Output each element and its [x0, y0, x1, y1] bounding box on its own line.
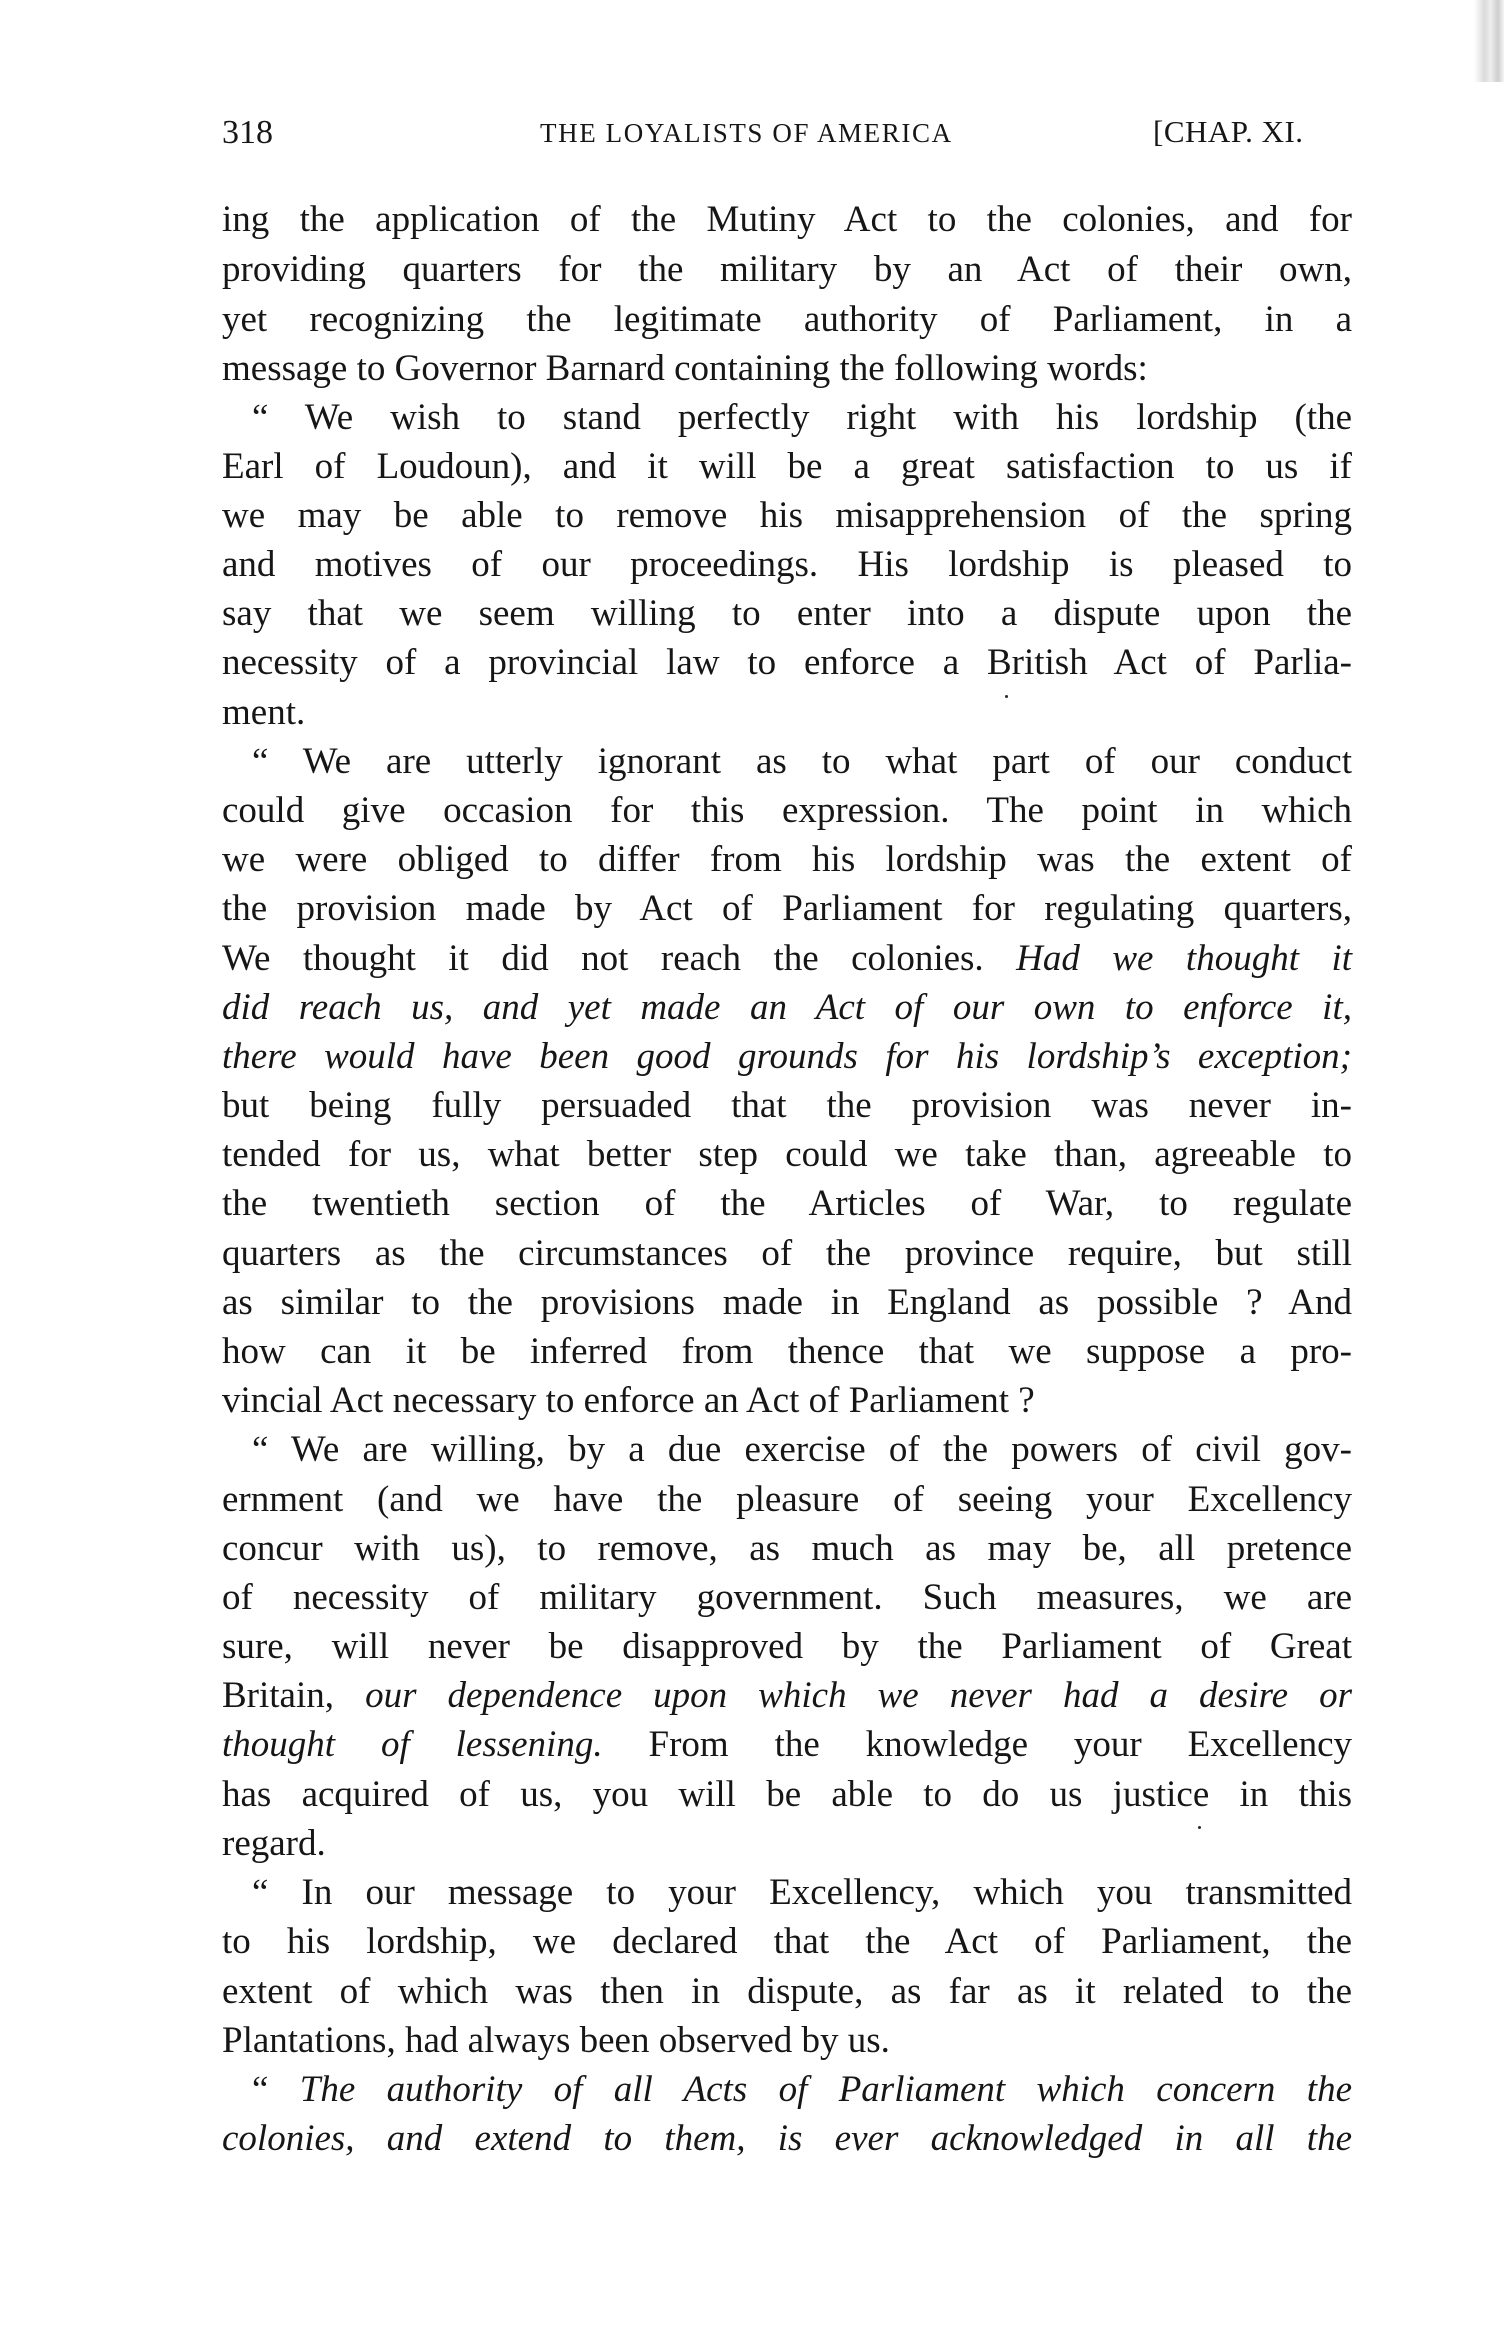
text-segment: concur with us), to remove, as much as may be, all pretence — [222, 1528, 1352, 1569]
text-line — [222, 1721, 1352, 1769]
text-segment: Earl of Loudoun), and it will be a great satisfaction to us if — [222, 446, 1352, 487]
text-line — [222, 1180, 1352, 1228]
text-segment: necessity of a provincial law to enforce a British Act of Parlia- — [222, 642, 1352, 683]
text-segment: as similar to the provisions made in England as possible ? And — [222, 1282, 1352, 1323]
ink-speck — [1198, 1826, 1201, 1829]
text-line — [222, 296, 1352, 344]
text-line — [222, 492, 1352, 540]
text-segment: how can it be inferred from thence that we suppose a pro- — [222, 1331, 1352, 1372]
text-line — [222, 1623, 1352, 1671]
text-segment: we may be able to remove his misapprehension of the spring — [222, 495, 1352, 536]
text-segment: and motives of our proceedings. His lordship is pleased to — [222, 544, 1352, 585]
text-line — [222, 1033, 1352, 1081]
text-line — [222, 1082, 1352, 1130]
text-segment: we were obliged to differ from his lordship was the extent of — [222, 839, 1352, 880]
text-line — [222, 689, 1352, 737]
text-line — [222, 541, 1352, 589]
chapter-label: [CHAP. XI. — [1153, 114, 1304, 149]
text-line — [222, 1131, 1352, 1179]
text-segment: providing quarters for the military by an Act of their own, — [222, 249, 1352, 290]
text-line — [222, 443, 1352, 491]
text-segment: but being fully persuaded that the provision was never in- — [222, 1085, 1352, 1126]
text-line — [222, 1918, 1352, 1966]
text-line — [222, 639, 1352, 687]
text-segment: the twentieth section of the Articles of War, to regulate — [222, 1183, 1352, 1224]
text-line — [222, 1279, 1352, 1327]
text-line — [222, 1672, 1352, 1720]
text-segment: to his lordship, we declared that the Act of Parliament, the — [222, 1921, 1352, 1962]
text-segment: “ We are willing, by a due exercise of the powers of civil gov- — [252, 1429, 1352, 1470]
text-line — [222, 787, 1352, 835]
text-segment: “ In our message to your Excellency, which you transmitted — [252, 1872, 1352, 1913]
text-line — [222, 590, 1352, 638]
text-line — [222, 935, 1352, 983]
text-line — [222, 1525, 1352, 1573]
text-segment: the provision made by Act of Parliament for regulating quarters, — [222, 888, 1352, 929]
text-segment: “ — [252, 2069, 300, 2110]
text-line — [222, 196, 1352, 244]
text-line — [252, 738, 1352, 786]
text-segment: has acquired of us, you will be able to do us justice in this — [222, 1774, 1352, 1815]
italic-text-segment: colonies, and extend to them, is ever acknowledged in all the — [222, 2118, 1352, 2159]
text-line — [222, 1230, 1352, 1278]
text-segment: extent of which was then in dispute, as far as it related to the — [222, 1971, 1352, 2012]
text-line — [252, 1869, 1352, 1917]
text-segment: Britain, — [222, 1675, 366, 1716]
text-line — [222, 885, 1352, 933]
text-line — [222, 1820, 1352, 1868]
running-title: THE LOYALISTS OF AMERICA — [540, 118, 953, 148]
text-segment: say that we seem willing to enter into a dispute upon the — [222, 593, 1352, 634]
italic-text-segment: The authority of all Acts of Parliament which concern the — [299, 2069, 1352, 2110]
text-segment: From the knowledge your Excellency — [602, 1724, 1352, 1765]
scan-edge-artifact — [1474, 0, 1504, 82]
text-line — [222, 2017, 1352, 2065]
text-segment: “ We are utterly ignorant as to what part of our conduct — [252, 741, 1352, 782]
text-segment: could give occasion for this expression. The point in which — [222, 790, 1352, 831]
text-line — [222, 2115, 1352, 2163]
text-segment: ing the application of the Mutiny Act to the colonies, and for — [222, 199, 1352, 240]
italic-text-segment: thought of lessening. — [222, 1724, 603, 1765]
ink-speck — [1005, 695, 1008, 698]
text-segment: Plantations, had always been observed by us. — [222, 2020, 890, 2061]
text-line — [222, 1328, 1352, 1376]
text-segment: yet recognizing the legitimate authority of Parliament, in a — [222, 299, 1352, 340]
italic-text-segment: there would have been good grounds for his lordship’s exception; — [222, 1036, 1352, 1077]
text-line — [222, 1968, 1352, 2016]
text-line — [222, 984, 1352, 1032]
italic-text-segment: Had we thought it — [1016, 938, 1352, 979]
text-line — [252, 2066, 1352, 2114]
text-line — [252, 1426, 1352, 1474]
text-line — [252, 394, 1352, 442]
text-segment: ment. — [222, 692, 306, 733]
page-number: 318 — [222, 114, 273, 151]
text-segment: tended for us, what better step could we take than, agreeable to — [222, 1134, 1352, 1175]
text-line — [222, 836, 1352, 884]
text-segment: vincial Act necessary to enforce an Act of Parliament ? — [222, 1380, 1035, 1421]
text-segment: message to Governor Barnard containing the following words: — [222, 348, 1148, 389]
page-header — [222, 114, 1352, 164]
text-line — [222, 1377, 1352, 1425]
text-segment: “ We wish to stand perfectly right with his lordship (the — [252, 397, 1352, 438]
text-segment: We thought it did not reach the colonies. — [222, 938, 1017, 979]
text-line — [222, 246, 1352, 294]
text-segment: sure, will never be disapproved by the Parliament of Great — [222, 1626, 1352, 1667]
text-line — [222, 1771, 1352, 1819]
text-segment: quarters as the circumstances of the province require, but still — [222, 1233, 1352, 1274]
text-line — [222, 345, 1352, 393]
text-line — [222, 1574, 1352, 1622]
text-line — [222, 1476, 1352, 1524]
text-segment: of necessity of military government. Such measures, we are — [222, 1577, 1352, 1618]
italic-text-segment: our dependence upon which we never had a desire or — [365, 1675, 1353, 1716]
italic-text-segment: did reach us, and yet made an Act of our own to enforce it, — [222, 987, 1352, 1028]
text-segment: regard. — [222, 1823, 326, 1864]
text-segment: ernment (and we have the pleasure of seeing your Excellency — [222, 1479, 1352, 1520]
